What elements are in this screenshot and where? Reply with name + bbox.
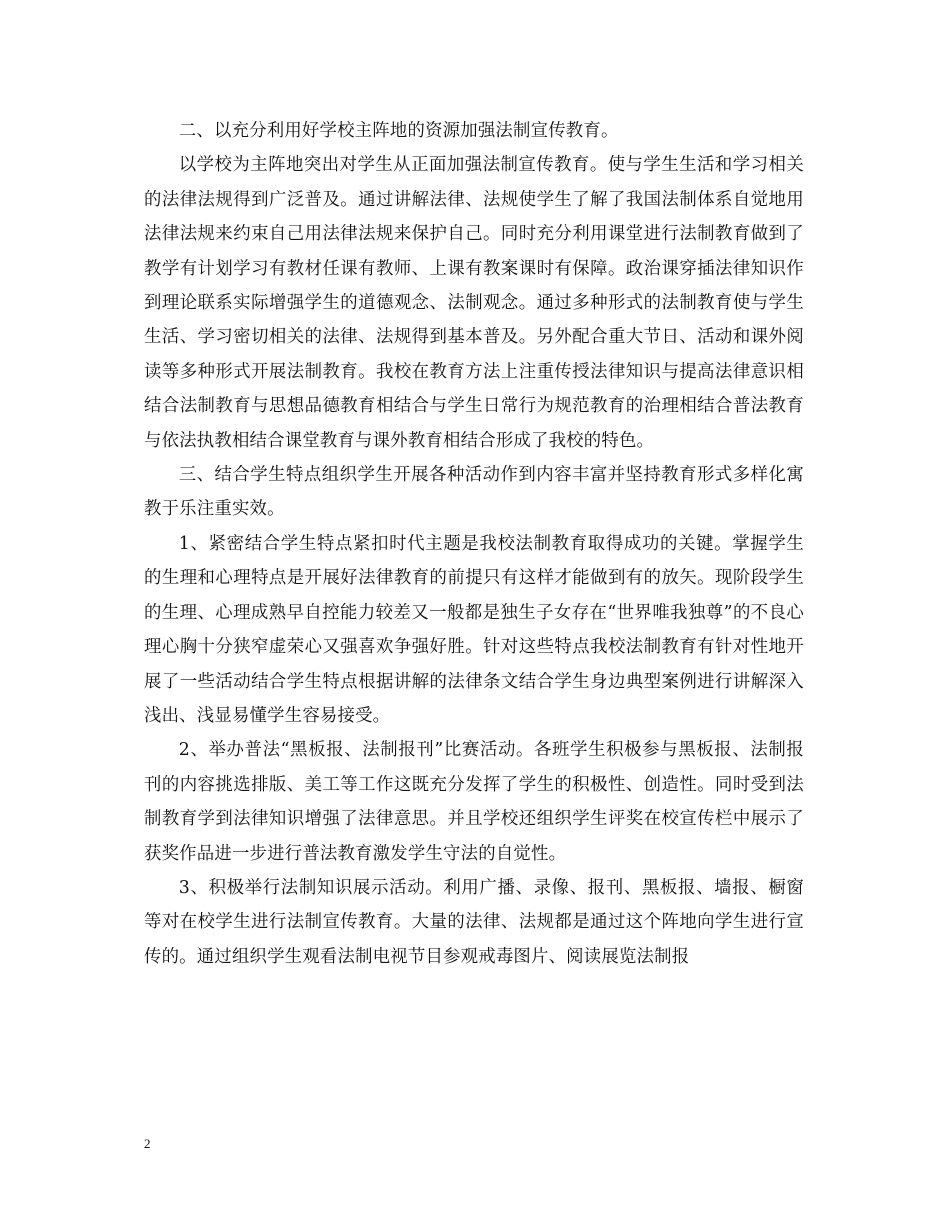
page-number: 2 <box>144 1136 151 1151</box>
paragraph-item-3: 3、积极举行法制知识展示活动。利用广播、录像、报刊、黑板报、墙报、橱窗等对在校学生进行法制宣传教育。大量的法律、法规都是通过这个阵地向学生进行宣传的。通过组织学生观看法制电视节目参观戒毒图片、阅读展览法制报 <box>144 877 804 967</box>
paragraph-item-1: 1、紧密结合学生特点紧扣时代主题是我校法制教育取得成功的关键。掌握学生的生理和心理特点是开展好法律教育的前提只有这样才能做到有的放矢。现阶段学生的生理、心理成熟早自控能力较差又一般都是独生子女存在“世界唯我独尊”的不良心理心胸十分狭窄虚荣心又强喜欢争强好胜。针对这些特点我校法制教育有针对性地开展了一些活动结合学生特点根据讲解的法律条文结合学生身边典型案例进行讲解深入浅出、浅显易懂学生容易接受。 <box>144 533 804 726</box>
paragraph-item-2: 2、举办普法“黑板报、法制报刊”比赛活动。各班学生积极参与黑板报、法制报刊的内容挑选排版、美工等工作这既充分发挥了学生的积极性、创造性。同时受到法制教育学到法律知识增强了法律意思。并且学校还组织学生评奖在校宣传栏中展示了获奖作品进一步进行普法教育激发学生守法的自觉性。 <box>144 740 804 864</box>
paragraph-school-position: 以学校为主阵地突出对学生从正面加强法制宣传教育。使与学生生活和学习相关的法律法规得到广泛普及。通过讲解法律、法规使学生了解了我国法制体系自觉地用法律法规来约束自己用法律法规来保护自己。同时充分利用课堂进行法制教育做到了教学有计划学习有教材任课有教师、上课有教案课时有保障。政治课穿插法律知识作到理论联系实际增强学生的道德观念、法制观念。通过多种形式的法制教育使与学生生活、学习密切相关的法律、法规得到基本普及。另外配合重大节日、活动和课外阅读等多种形式开展法制教育。我校在教育方法上注重传授法律知识与提高法律意识相结合法制教育与思想品德教育相结合与学生日常行为规范教育的治理相结合普法教育与依法执教相结合课堂教育与课外教育相结合形成了我校的特色。 <box>144 155 804 451</box>
section-heading-two: 二、以充分利用好学校主阵地的资源加强法制宣传教育。 <box>178 121 619 141</box>
section-heading-three: 三、结合学生特点组织学生开展各种活动作到内容丰富并坚持教育形式多样化寓教于乐注重实效。 <box>144 465 804 520</box>
document-body <box>144 114 804 974</box>
